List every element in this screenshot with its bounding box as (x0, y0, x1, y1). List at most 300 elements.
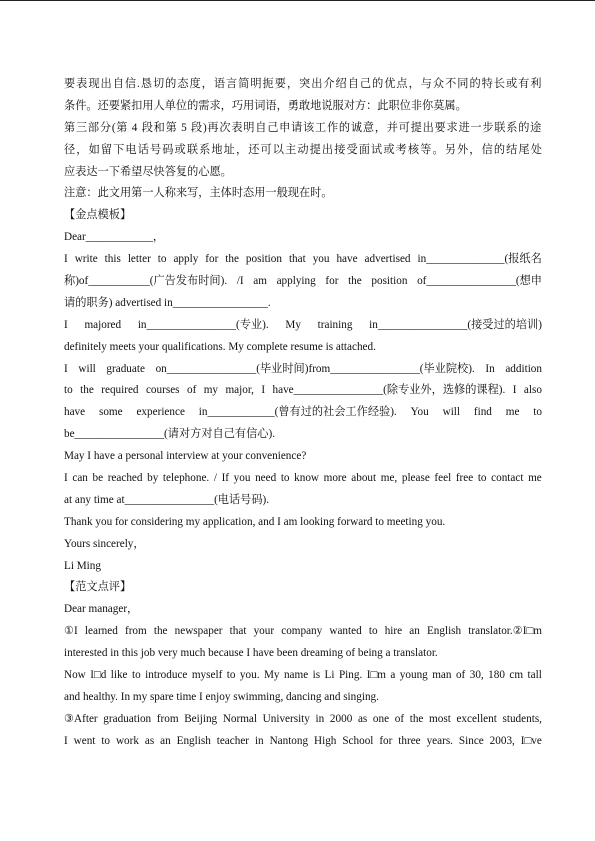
char: 的 (493, 143, 506, 156)
char: 该 (303, 121, 315, 134)
word: required (101, 384, 139, 397)
char: 段 (190, 121, 203, 134)
word: I (64, 253, 68, 266)
char: 码 (162, 143, 174, 156)
word: 2000 (329, 712, 353, 725)
char (138, 118, 141, 140)
char: 自 (255, 121, 267, 134)
char: 明 (243, 121, 255, 134)
char: 现 (88, 78, 100, 90)
char: 址 (223, 143, 235, 156)
char: 长 (493, 78, 505, 90)
char: 提 (309, 143, 321, 156)
word: company (281, 625, 323, 638)
word: the (409, 712, 424, 725)
char: 系 (506, 121, 518, 134)
word: three (398, 734, 421, 747)
word: training (317, 318, 353, 331)
char: 不 (445, 78, 457, 90)
char: 信 (124, 78, 137, 90)
word: position (371, 275, 408, 288)
word: translator.②I□m (468, 625, 542, 638)
char: 试 (371, 143, 383, 156)
char: 有 (518, 78, 530, 90)
word: me (528, 472, 542, 485)
word: of (394, 712, 405, 725)
word: the (80, 384, 94, 397)
word: you. (239, 669, 260, 682)
char (187, 118, 190, 140)
char (178, 118, 181, 140)
word: teacher (216, 734, 250, 747)
text-line: at any time at________________(电话号码). (64, 493, 270, 506)
word: years. (426, 734, 453, 747)
text-line (64, 118, 542, 140)
char: ( (111, 121, 116, 134)
word: reached (107, 472, 143, 485)
word: that (288, 253, 306, 266)
word: I (261, 384, 266, 397)
char: 自 (347, 78, 359, 90)
word: advertised (364, 253, 411, 266)
word: Nantong (269, 734, 309, 747)
char: 诚 (350, 121, 363, 134)
text-line: 应表达一下希望尽快答复的心愿。 (64, 165, 232, 178)
char: 下 (113, 143, 125, 156)
char: 面 (358, 143, 370, 156)
word: to (280, 472, 290, 485)
char: 信 (481, 143, 493, 156)
word: about (351, 472, 377, 485)
char: ， (76, 143, 88, 156)
word: some (98, 406, 123, 419)
word: in____________(曾有过的社会工作经验). (198, 406, 397, 419)
word: like (110, 669, 128, 682)
text-line (64, 74, 542, 96)
char: 和 (153, 121, 165, 134)
word: In (485, 362, 495, 375)
char: 段 (141, 121, 153, 134)
char: 或 (505, 78, 518, 90)
word: your (253, 625, 275, 638)
char: 的 (518, 121, 530, 134)
char: 部 (87, 121, 100, 134)
char: 再 (207, 121, 219, 134)
word: in________________(接受过的培训) (369, 318, 542, 331)
text-line (64, 731, 542, 753)
note-line: 注意：此文用第一人称来写，主体时态用一般现在时。 (64, 187, 333, 200)
char: 表 (231, 121, 243, 134)
word: contact (491, 472, 524, 485)
char: 明 (250, 78, 262, 90)
char: ) (202, 121, 207, 134)
word: I□m (366, 669, 386, 682)
word: the (225, 253, 239, 266)
template-salutation: Dear____________， (64, 231, 165, 244)
word: newspaper (174, 625, 223, 638)
char: 出 (311, 78, 323, 90)
word: will (442, 406, 461, 419)
text-line: 条件。还要紧扣用人单位的需求，巧用词语，勇敢地说服对方：此职位非你莫属。 (64, 99, 467, 112)
char: 求 (446, 121, 458, 134)
word: feel (434, 472, 452, 485)
char: 等 (420, 143, 432, 156)
char: 联 (186, 143, 199, 156)
word: young (399, 669, 428, 682)
text-line (64, 249, 542, 271)
word: of (186, 384, 197, 397)
char: 5 (181, 121, 187, 134)
text-line: definitely meets your qualifications. My complete resume is attached. (64, 340, 376, 353)
word: My (285, 318, 301, 331)
word: as (357, 712, 368, 725)
char: 言 (226, 78, 238, 90)
word: me (505, 406, 520, 419)
char: 接 (334, 143, 346, 156)
text-line: be________________(请对方对自己有信心). (64, 428, 275, 441)
char: 处 (530, 143, 542, 156)
text-line (64, 380, 542, 402)
char: 利 (530, 78, 542, 90)
word: applying (276, 275, 316, 288)
word: to (157, 253, 167, 266)
char: ， (201, 78, 213, 90)
word: major, (225, 384, 254, 397)
text-line (64, 621, 542, 643)
document-body (64, 74, 542, 753)
word: this (104, 253, 121, 266)
word: to (477, 472, 487, 485)
char: 主 (285, 143, 297, 156)
word: / (213, 472, 217, 485)
word: is (312, 669, 321, 682)
char: 与 (420, 78, 432, 90)
word: in______________(报纸名 (417, 253, 542, 266)
word: to (64, 384, 73, 397)
char: 特 (481, 78, 493, 90)
char: 申 (279, 121, 291, 134)
word: learned (84, 625, 118, 638)
word: wanted (329, 625, 362, 638)
word: English (176, 734, 211, 747)
word: will (78, 362, 96, 375)
char: 一 (470, 121, 482, 134)
word: man (432, 669, 452, 682)
word: excellent (456, 712, 497, 725)
word: addition (505, 362, 542, 375)
word: students, (502, 712, 542, 725)
word: Li (324, 669, 335, 682)
word: the (348, 275, 362, 288)
word: University (262, 712, 310, 725)
char: 众 (432, 78, 445, 90)
word: courses (145, 384, 180, 397)
char: 意 (362, 121, 375, 134)
text-line: May I have a personal interview at your convenience? (64, 450, 307, 463)
char: 可 (260, 143, 272, 156)
word: introduce (145, 669, 188, 682)
char: 提 (410, 121, 422, 134)
char: 分 (99, 121, 112, 134)
char: 语 (213, 78, 226, 90)
char: 工 (315, 121, 327, 134)
char: 出 (422, 121, 434, 134)
word: telephone. (162, 472, 210, 485)
char: 绍 (335, 78, 347, 90)
char: 途 (530, 121, 542, 134)
char: 出 (321, 143, 334, 156)
word: /I (236, 275, 244, 288)
word: an (409, 625, 420, 638)
char: 电 (125, 143, 137, 156)
word: in________________(专业). (137, 318, 269, 331)
word: have (64, 406, 86, 419)
word: You (410, 406, 429, 419)
word: I (64, 734, 68, 747)
page-top-rule (0, 0, 595, 1)
char: 号 (149, 143, 162, 156)
char: 系 (199, 143, 211, 156)
char: 态 (177, 78, 189, 90)
char: 请 (291, 121, 303, 134)
word: in (254, 734, 264, 747)
char: 动 (297, 143, 309, 156)
char: 要 (64, 78, 76, 90)
word: Ping. (338, 669, 363, 682)
signature-name: Li Ming (64, 559, 101, 572)
text-line (64, 359, 542, 381)
char: 表 (76, 78, 88, 90)
word: know (294, 472, 320, 485)
char: 尾 (518, 143, 530, 156)
word: have________________(除专业外，选修的课程). (272, 384, 506, 397)
word: 2003, (489, 734, 515, 747)
char (128, 118, 131, 140)
char: 或 (174, 143, 186, 156)
char: 或 (383, 143, 395, 156)
word: need (255, 472, 277, 485)
char: 简 (238, 78, 250, 90)
word: experience (136, 406, 185, 419)
text-line (64, 468, 542, 490)
char: 还 (248, 143, 260, 156)
word: My (263, 669, 280, 682)
char: 如 (88, 143, 100, 156)
char: 第 (116, 121, 128, 134)
char: 突 (299, 78, 311, 90)
word: I□d (90, 669, 107, 682)
char: ， (408, 78, 420, 90)
word: am (253, 275, 267, 288)
char: 外 (457, 143, 469, 156)
char: 联 (494, 121, 506, 134)
word: be (92, 472, 104, 485)
char: 三 (75, 121, 88, 134)
char: 扼 (262, 78, 274, 90)
word: apply (173, 253, 199, 266)
word: I (64, 362, 68, 375)
word: of________________(想申 (417, 275, 542, 288)
text-line: interested in this job very much because I have been dreaming of being a translator. (64, 647, 438, 660)
char: 。 (432, 143, 444, 156)
word: from (124, 625, 147, 638)
word: for (205, 253, 219, 266)
text-line: Thank you for considering my application, and I am looking forward to meeting you. (64, 515, 446, 528)
word: graduate (106, 362, 145, 375)
word: on________________(毕业时间)from________________(毕业院校). (155, 362, 475, 375)
char: ， (469, 143, 481, 156)
char: 考 (395, 143, 407, 156)
text-line (64, 140, 542, 162)
word: to (226, 669, 236, 682)
word: name (283, 669, 309, 682)
word: to (533, 406, 542, 419)
word: work (115, 734, 139, 747)
char: 要 (274, 78, 286, 90)
char: 另 (444, 143, 456, 156)
word: free (455, 472, 474, 485)
char: 第 (64, 121, 76, 134)
char: 的 (165, 78, 177, 90)
text-line: and healthy. In my spare time I enjoy swimming, dancing and singing. (64, 690, 379, 703)
word: went (73, 734, 96, 747)
word: to (101, 734, 111, 747)
word: Normal (222, 712, 257, 725)
closing-line: Yours sincerely， (64, 537, 145, 550)
word: from (156, 712, 179, 725)
word: the (153, 625, 168, 638)
char: 恳 (140, 78, 152, 90)
char: 要 (434, 121, 446, 134)
word: cm (509, 669, 524, 682)
word: Now (64, 669, 86, 682)
word: If (221, 472, 230, 485)
text-line: 请的职务) advertised in_________________. (64, 296, 271, 309)
word: tall (527, 669, 542, 682)
word: 30, (469, 669, 484, 682)
word: to (368, 625, 378, 638)
text-line (64, 271, 542, 293)
word: position (245, 253, 282, 266)
text-line (64, 709, 542, 731)
char: 话 (137, 143, 149, 156)
word: 称)of___________(广告发布时间). (64, 275, 228, 288)
char: 的 (372, 78, 384, 90)
char: 己 (267, 121, 279, 134)
char: 的 (338, 121, 351, 134)
char: 同 (457, 78, 469, 90)
char: 出 (100, 78, 112, 90)
word: write (74, 253, 98, 266)
word: one (372, 712, 390, 725)
char: 受 (346, 143, 358, 156)
char: 第 (165, 121, 177, 134)
word: graduation (103, 712, 152, 725)
word: in (315, 712, 325, 725)
char: 以 (272, 143, 284, 156)
section-heading-template: 【金点模板】 (64, 209, 132, 222)
word: hire (384, 625, 403, 638)
char: ， (374, 121, 386, 134)
char: 切 (152, 78, 165, 90)
text-line (64, 315, 542, 337)
char: 的 (469, 78, 481, 90)
word: that (229, 625, 247, 638)
word: English (426, 625, 462, 638)
char: 并 (386, 121, 398, 134)
word: of (455, 669, 466, 682)
char: 介 (323, 78, 335, 90)
word: ①I (64, 625, 78, 638)
word: myself (191, 669, 223, 682)
text-line (64, 402, 542, 424)
word: for (379, 734, 393, 747)
char: 自 (112, 78, 124, 90)
word: I (64, 472, 68, 485)
char: 留 (100, 143, 113, 156)
word: please (401, 472, 430, 485)
char: 核 (407, 143, 420, 156)
word: me, (380, 472, 398, 485)
word: also (523, 384, 542, 397)
word: by (147, 472, 159, 485)
char: 进 (458, 121, 470, 134)
char: 径 (64, 143, 76, 156)
char: 作 (326, 121, 339, 134)
char: 4 (131, 121, 138, 134)
char: 己 (359, 78, 372, 90)
char: . (137, 78, 140, 90)
word: have (336, 253, 358, 266)
char: 结 (506, 143, 518, 156)
char: 步 (482, 121, 494, 134)
sample-salutation: Dear manager， (64, 603, 139, 616)
word: as (144, 734, 155, 747)
word: ③After (64, 712, 98, 725)
char: ， (286, 78, 299, 90)
section-heading-sample: 【范文点评】 (64, 581, 132, 594)
word: more (323, 472, 347, 485)
word: to (131, 669, 141, 682)
word: I (512, 384, 517, 397)
char: 优 (384, 78, 396, 90)
word: School (342, 734, 374, 747)
word: you (233, 472, 251, 485)
char: 可 (398, 121, 410, 134)
word: I (64, 318, 68, 331)
text-line (64, 665, 542, 687)
char: 点 (396, 78, 408, 90)
word: 180 (488, 669, 505, 682)
word: High (314, 734, 337, 747)
word: can (72, 472, 88, 485)
word: I□ve (520, 734, 542, 747)
word: Beijing (184, 712, 218, 725)
word: for (325, 275, 339, 288)
word: you (312, 253, 330, 266)
word: Since (458, 734, 484, 747)
word: most (429, 712, 451, 725)
char: 次 (219, 121, 231, 134)
word: majored (84, 318, 122, 331)
char: 地 (211, 143, 223, 156)
word: my (203, 384, 219, 397)
word: letter (127, 253, 151, 266)
word: a (390, 669, 396, 682)
char: 度 (189, 78, 201, 90)
word: find (473, 406, 492, 419)
word: an (160, 734, 171, 747)
